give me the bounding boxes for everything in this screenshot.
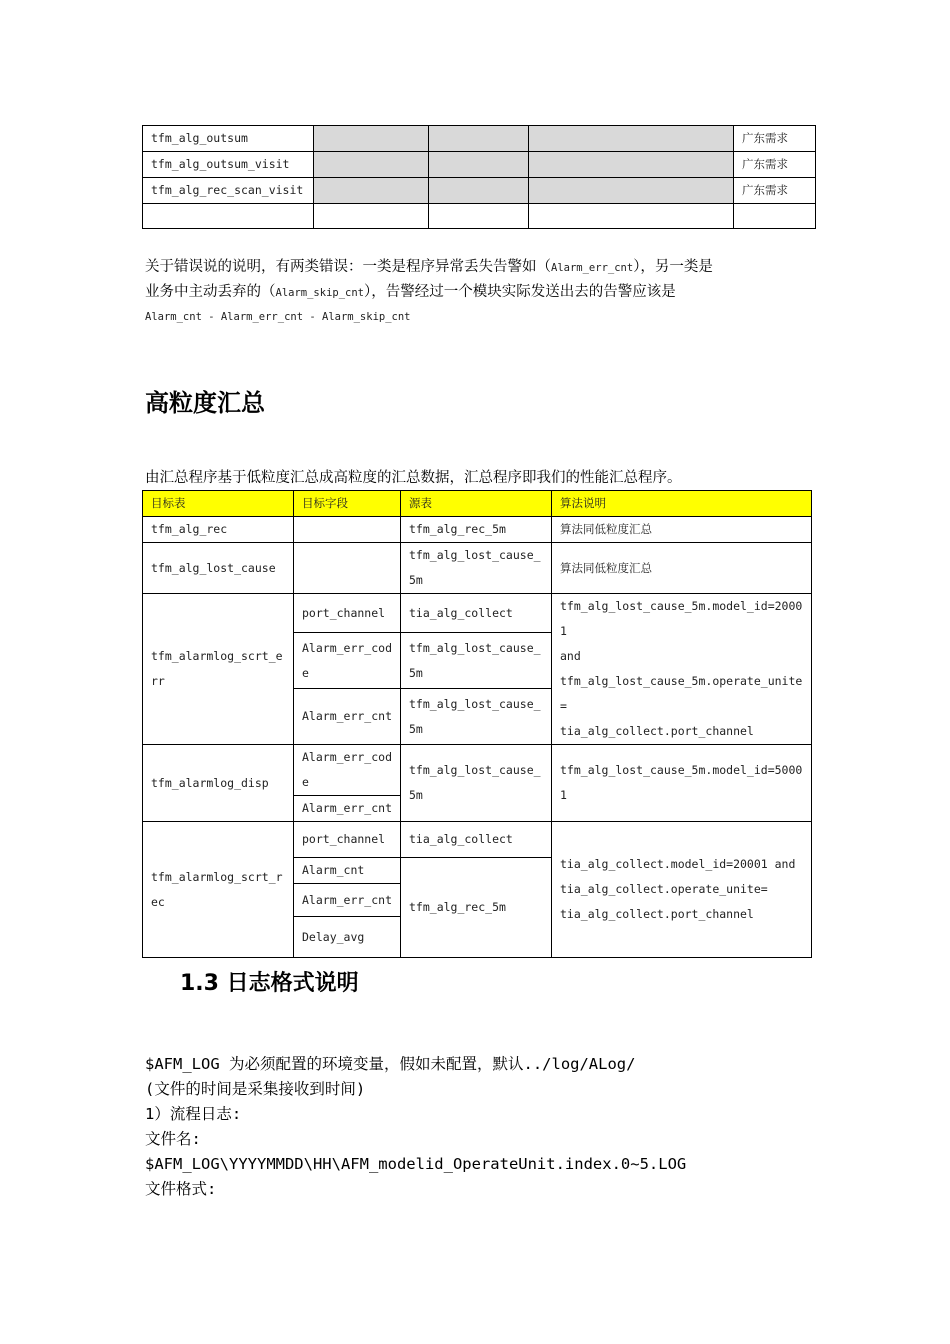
log-line: (文件的时间是采集接收到时间) [145,1080,366,1098]
table-cell: 算法同低粒度汇总 [552,543,812,594]
table-top [142,125,816,229]
aggregation-table [142,490,812,958]
table-cell: tia_alg_collect [401,594,552,633]
table-cell: tfm_alg_rec [143,517,294,543]
table-cell: Alarm_cnt [294,858,401,884]
section-intro: 由汇总程序基于低粒度汇总成高粒度的汇总数据，汇总程序即我们的性能汇总程序。 [145,470,682,486]
table-cell [552,594,812,745]
table-cell: tfm_alarmlog_scrt_err [143,594,294,745]
log-line: 文件格式: [145,1180,217,1198]
table-cell [314,126,429,152]
algo-line: tia_alg_collect.port_channel [560,724,754,738]
table-cell: 广东需求 [734,126,816,152]
table-cell [734,204,816,229]
table-row [143,745,812,796]
table-cell: tia_alg_collect [401,822,552,858]
table-cell: Alarm_err_cnt [294,796,401,822]
algo-line: and [560,649,581,663]
table-cell [143,204,314,229]
table-header-row [143,491,812,517]
table-cell: port_channel [294,594,401,633]
table-cell: tfm_alg_rec_scan_visit [143,178,314,204]
header-cell: 目标字段 [294,491,401,517]
algo-line: tia_alg_collect.model_id=20001 and [560,857,796,871]
table-cell: 广东需求 [734,178,816,204]
table-cell: tfm_alg_outsum [143,126,314,152]
table-cell [429,152,529,178]
table-cell: tfm_alarmlog_disp [143,745,294,822]
header-cell: 源表 [401,491,552,517]
subsection-heading: 1.3 日志格式说明 [180,971,359,996]
table-cell: tfm_alarmlog_scrt_rec [143,822,294,958]
log-line: $AFM_LOG 为必须配置的环境变量，假如未配置，默认../log/ALog/ [145,1055,636,1073]
table-row [143,543,812,594]
algo-line: tia_alg_collect.operate_unite= [560,882,768,896]
table-row [143,517,812,543]
table-cell [429,126,529,152]
header-cell: 目标表 [143,491,294,517]
table-row [143,594,812,633]
table-row [143,126,816,152]
table-cell: 算法同低粒度汇总 [552,517,812,543]
table-cell: Alarm_err_cnt [294,689,401,745]
table-cell: tfm_alg_lost_cause_5m [401,633,552,689]
table-cell: Delay_avg [294,917,401,958]
algo-line: tfm_alg_lost_cause_5m.operate_unite= [560,674,803,713]
table-cell [314,178,429,204]
table-cell [529,178,734,204]
algo-line: tia_alg_collect.port_channel [560,907,754,921]
log-line: 1）流程日志: [145,1105,242,1123]
table-cell [529,204,734,229]
log-description [145,1052,686,1202]
table-cell: tfm_alg_lost_cause_5m [401,745,552,822]
error-note-formula: Alarm_cnt - Alarm_err_cnt - Alarm_skip_cnt [145,311,411,323]
table-cell: tfm_alg_rec_5m [401,858,552,958]
table-cell [529,152,734,178]
table-cell [529,126,734,152]
table-cell [552,822,812,958]
table-row [143,152,816,178]
header-cell: 算法说明 [552,491,812,517]
table-cell: tfm_alg_outsum_visit [143,152,314,178]
table-cell: tfm_alg_lost_cause_5m [401,689,552,745]
table-row [143,822,812,858]
error-note-line-1: 关于错误说的说明，有两类错误：一类是程序异常丢失告警如（Alarm_err_cnt），另一类是 [145,259,713,275]
algo-line: tfm_alg_lost_cause_5m.model_id=20001 [560,599,803,638]
table-cell: tfm_alg_lost_cause_5m.model_id=50001 [552,745,812,822]
error-note [145,255,713,329]
log-line: $AFM_LOG\YYYYMMDD\HH\AFM_modelid_OperateUnit.index.0~5.LOG [145,1155,687,1173]
table-cell [314,204,429,229]
table-cell: 广东需求 [734,152,816,178]
table-cell: tfm_alg_lost_cause [143,543,294,594]
table-cell [314,152,429,178]
table-cell [294,517,401,543]
table-row [143,204,816,229]
error-note-line-2: 业务中主动丢弃的（Alarm_skip_cnt），告警经过一个模块实际发送出去的告警应该是 [145,284,676,300]
table-cell: port_channel [294,822,401,858]
log-line: 文件名: [145,1130,201,1148]
table-cell: Alarm_err_code [294,633,401,689]
table-cell [429,204,529,229]
table-cell [294,543,401,594]
table-cell [429,178,529,204]
table-row [143,178,816,204]
table-cell: Alarm_err_code [294,745,401,796]
table-cell: tfm_alg_rec_5m [401,517,552,543]
section-heading: 高粒度汇总 [145,389,265,417]
table-cell: tfm_alg_lost_cause_5m [401,543,552,594]
table-cell: Alarm_err_cnt [294,884,401,917]
